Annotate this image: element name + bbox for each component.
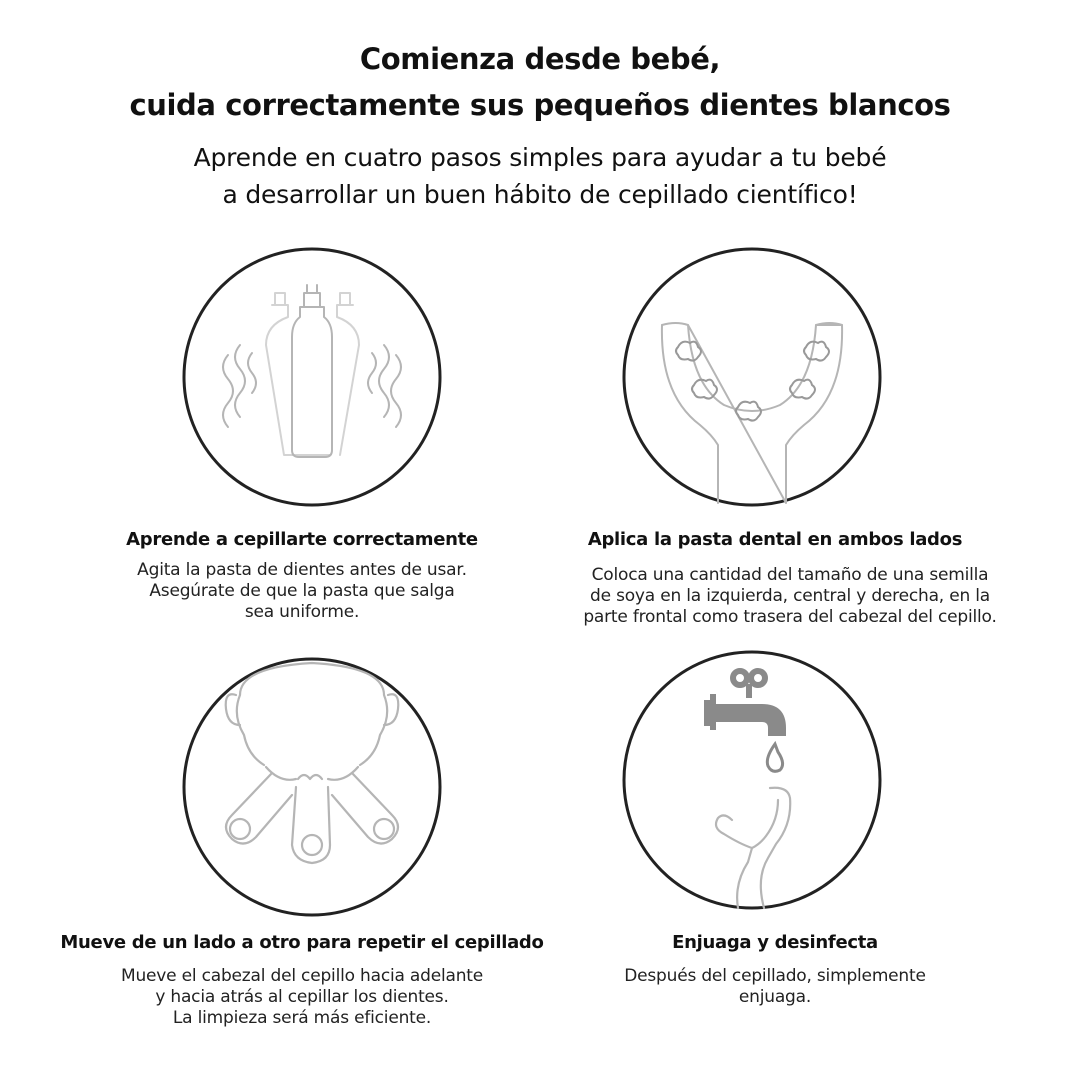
step-3-description: Mueve el cabezal del cepillo hacia adelante y hacia atrás al cepillar los dientes. La limpieza será más eficiente. <box>120 966 484 1028</box>
step-4-description: Después del cepillado, simplemente enjuaga. <box>624 966 926 1007</box>
step-4-title: Enjuaga y desinfecta <box>672 932 878 953</box>
step-1-description: Agita la pasta de dientes antes de usar. Asegúrate de que la pasta que salga sea uniforme. <box>137 560 467 622</box>
toothpaste-on-brush-icon <box>620 245 884 509</box>
step-1-title: Aprende a cepillarte correctamente <box>126 529 478 550</box>
page-title-line1: Comienza desde bebé, <box>359 42 721 76</box>
brush-side-to-side-icon <box>180 655 444 919</box>
page-subtitle-line1: Aprende en cuatro pasos simples para ayudar a tu bebé <box>193 143 887 172</box>
shake-bottle-icon <box>180 245 444 509</box>
rinse-faucet-icon <box>620 648 884 912</box>
step-3-title: Mueve de un lado a otro para repetir el cepillado <box>60 932 544 953</box>
step-2-title: Aplica la pasta dental en ambos lados <box>587 529 963 550</box>
step-2-description: Coloca una cantidad del tamaño de una semilla de soya en la izquierda, central y derecha, en la parte frontal como trasera del cabezal del cepillo. <box>583 565 997 627</box>
page-subtitle-line2: a desarrollar un buen hábito de cepillado científico! <box>222 180 858 209</box>
page-title-line2: cuida correctamente sus pequeños dientes blancos <box>129 88 951 122</box>
